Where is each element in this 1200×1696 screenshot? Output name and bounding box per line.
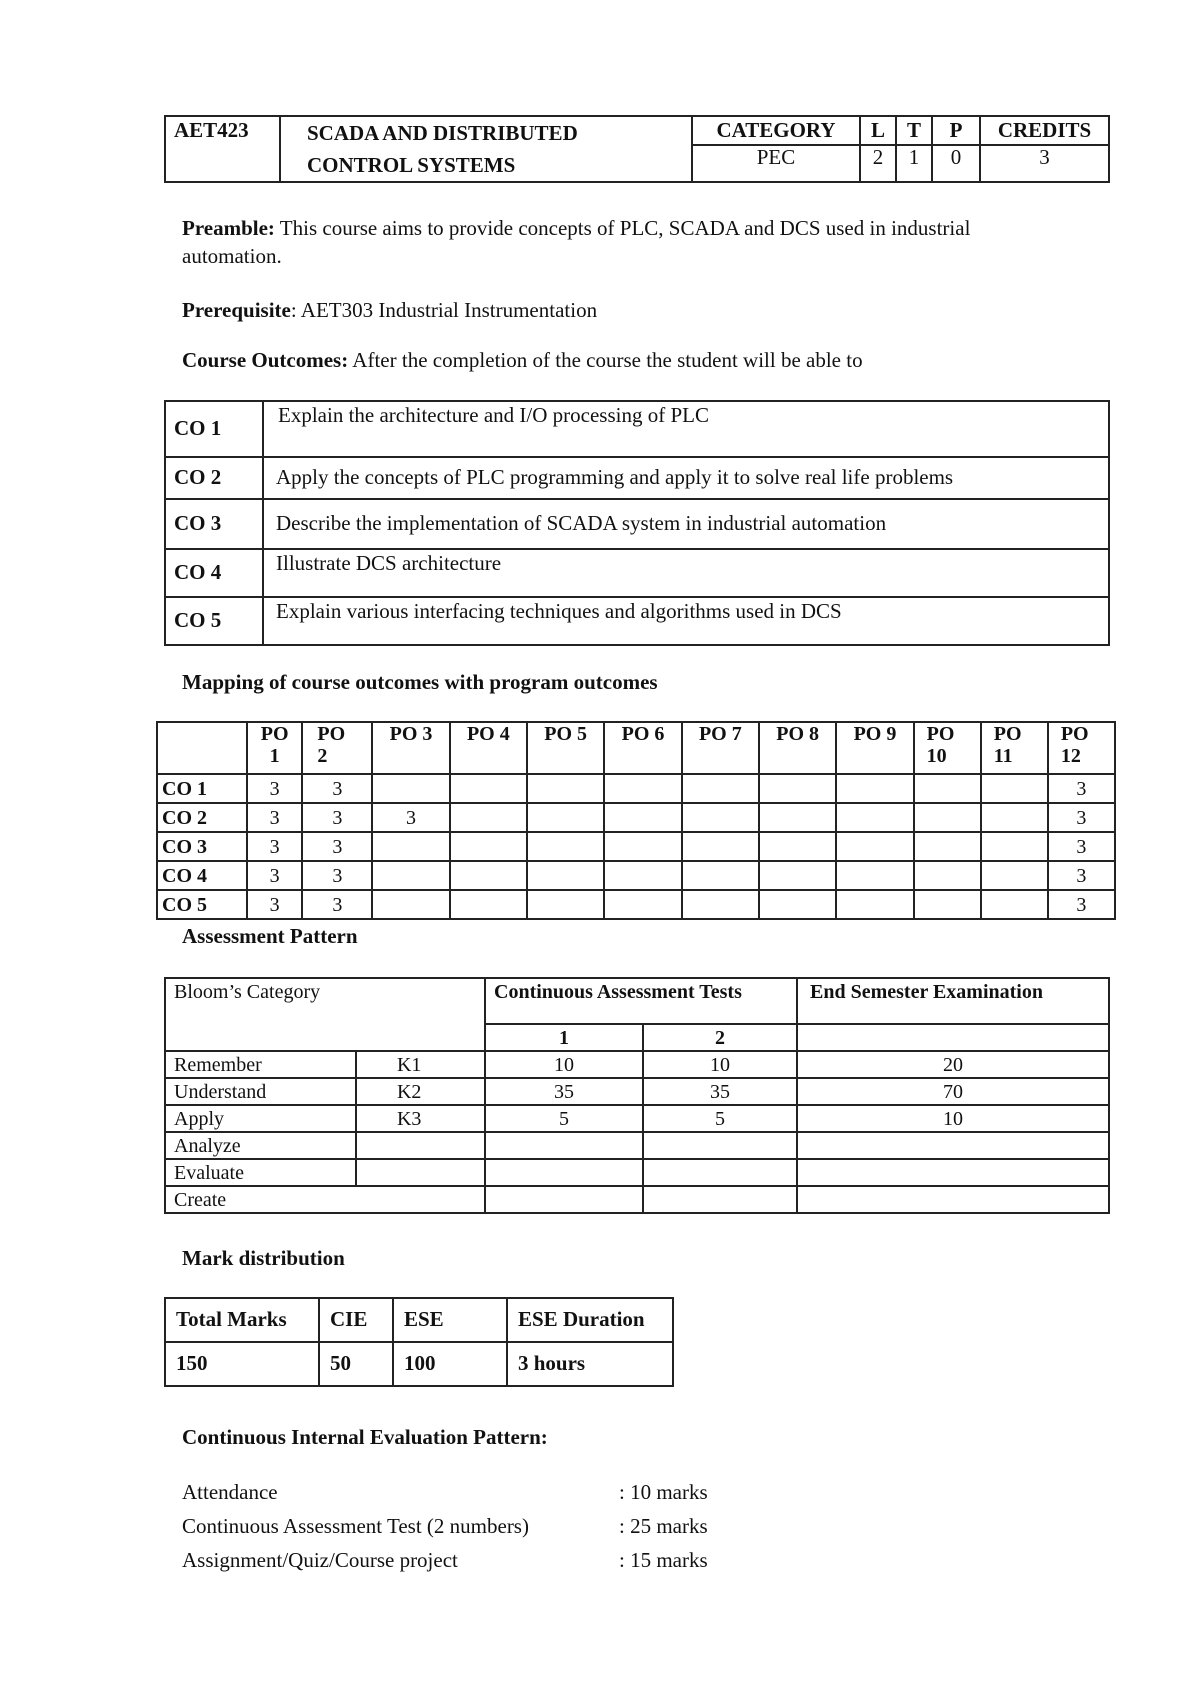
cie-item-label: Attendance [182,1480,278,1504]
ese-cell: 70 [797,1078,1109,1105]
ese-cell: 10 [797,1105,1109,1132]
test-2-cell [643,1159,797,1186]
mapping-cell: 3 [1048,890,1115,919]
marks-value: 3 hours [507,1342,673,1386]
mapping-cell [836,861,913,890]
prerequisite-label: Prerequisite [182,298,291,322]
table-row [157,774,1115,803]
mapping-cell [527,774,604,803]
cie-item-label: Assignment/Quiz/Course project [182,1548,458,1572]
mapping-co-label: CO 5 [157,890,247,919]
mapping-cell: 3 [1048,832,1115,861]
cie-item-label: Continuous Assessment Test (2 numbers) [182,1514,529,1538]
mapping-heading: Mapping of course outcomes with program outcomes [182,670,658,694]
marks-value: 150 [165,1342,319,1386]
mapping-cell: 3 [302,890,372,919]
table-row [165,1105,1109,1132]
po-header: PO 4 [450,722,527,774]
mapping-cell [527,861,604,890]
table-row [157,832,1115,861]
mapping-cell [682,832,759,861]
po-header: PO 10 [914,722,981,774]
t-label: T [896,116,932,145]
table-row [165,1078,1109,1105]
mapping-cell [604,774,681,803]
cie-item-value: : 25 marks [619,1514,708,1538]
mapping-cell [527,803,604,832]
mapping-cell [759,890,836,919]
bloom-level-cell: K2 [356,1078,485,1105]
co-code: CO 5 [165,597,263,645]
cie-item-value: : 15 marks [619,1548,708,1572]
cie-item [182,1548,742,1573]
po-header: PO 3 [372,722,449,774]
test-1-cell: 35 [485,1078,643,1105]
table-row [165,978,1109,1024]
mapping-cell [836,803,913,832]
table-row [157,803,1115,832]
mapping-cell: 3 [1048,803,1115,832]
po-header: PO 5 [527,722,604,774]
mapping-cell [372,890,449,919]
bloom-category-cell: Evaluate [165,1159,356,1186]
mapping-cell [981,832,1048,861]
marks-value: 100 [393,1342,507,1386]
mapping-cell: 3 [302,803,372,832]
table-row [157,861,1115,890]
mapping-cell [604,803,681,832]
cie-item [182,1514,742,1539]
preamble-label: Preamble: [182,216,275,240]
course-outcomes-label: Course Outcomes: [182,348,349,372]
cat-header: Continuous Assessment Tests [485,978,797,1024]
cie-heading: Continuous Internal Evaluation Pattern: [182,1425,548,1449]
marks-header: ESE Duration [507,1298,673,1342]
mapping-cell [836,774,913,803]
test-1-cell [485,1132,643,1159]
bloom-category-cell: Create [165,1186,485,1213]
test-2-cell: 10 [643,1051,797,1078]
co-text: Describe the implementation of SCADA system in industrial automation [263,499,1109,549]
co-code: CO 3 [165,499,263,549]
category-value: PEC [692,145,860,182]
course-title-line1: SCADA AND DISTRIBUTED [307,121,578,145]
bloom-category-cell: Understand [165,1078,356,1105]
cie-item-value: : 10 marks [619,1480,708,1504]
mapping-cell: 3 [247,774,302,803]
course-outcomes-text: After the completion of the course the student will be able to [348,348,863,372]
table-row [165,1342,673,1386]
mapping-body [157,774,1115,919]
mapping-cell [914,803,981,832]
mapping-co-label: CO 4 [157,861,247,890]
table-row [165,597,1109,645]
mapping-cell [914,832,981,861]
credits-value: 3 [980,145,1109,182]
mapping-cell [527,832,604,861]
marks-header: Total Marks [165,1298,319,1342]
mapping-cell: 3 [1048,861,1115,890]
po-header: PO 2 [302,722,372,774]
test-2-header: 2 [643,1024,797,1051]
mapping-cell [682,890,759,919]
course-outcomes-intro [182,346,863,374]
mapping-cell [981,803,1048,832]
p-value: 0 [932,145,980,182]
co-text: Explain the architecture and I/O processing of PLC [263,401,1109,457]
table-row [165,1159,1109,1186]
mapping-cell: 3 [302,832,372,861]
table-row [165,499,1109,549]
t-value: 1 [896,145,932,182]
po-header: PO 6 [604,722,681,774]
mapping-cell [759,861,836,890]
mapping-cell [450,861,527,890]
mapping-cell: 3 [247,890,302,919]
mapping-cell [759,803,836,832]
co-text: Illustrate DCS architecture [263,549,1109,597]
ese-cell: 20 [797,1051,1109,1078]
assessment-heading: Assessment Pattern [182,924,358,948]
co-code: CO 1 [165,401,263,457]
prerequisite-text: : AET303 Industrial Instrumentation [290,298,598,322]
mapping-cell [604,890,681,919]
course-title-line2: CONTROL SYSTEMS [307,153,516,177]
marks-heading: Mark distribution [182,1246,345,1270]
mapping-cell: 3 [302,861,372,890]
p-label: P [932,116,980,145]
mapping-table [156,721,1116,920]
test-2-cell: 35 [643,1078,797,1105]
table-row [165,1132,1109,1159]
table-row [165,1298,673,1342]
table-row [157,722,1115,774]
po-header: PO 9 [836,722,913,774]
test-1-header: 1 [485,1024,643,1051]
mapping-cell [914,861,981,890]
mapping-cell [372,774,449,803]
empty-cell [485,1186,643,1213]
assessment-body [165,1051,1109,1186]
mapping-cell [372,861,449,890]
preamble [182,214,1022,270]
mapping-cell [981,774,1048,803]
ese-header: End Semester Examination [797,978,1109,1024]
mapping-cell: 3 [1048,774,1115,803]
bloom-level-cell [356,1132,485,1159]
category-label: CATEGORY [692,116,860,145]
preamble-text: This course aims to provide concepts of PLC, SCADA and DCS used in industrial automation. [182,216,971,268]
marks-header: ESE [393,1298,507,1342]
table-row [165,549,1109,597]
mapping-cell [914,890,981,919]
empty-cell [643,1186,797,1213]
mapping-cell [981,890,1048,919]
po-header: PO 7 [682,722,759,774]
po-header: PO 11 [981,722,1048,774]
test-1-cell [485,1159,643,1186]
course-header-table [164,115,1110,183]
mapping-cell [981,861,1048,890]
table-row [165,1051,1109,1078]
mapping-co-label: CO 1 [157,774,247,803]
mapping-co-label: CO 2 [157,803,247,832]
mapping-cell: 3 [372,803,449,832]
empty-cell [797,1186,1109,1213]
po-header: PO 8 [759,722,836,774]
bloom-category-cell: Apply [165,1105,356,1132]
cie-item [182,1480,742,1505]
marks-value: 50 [319,1342,393,1386]
ese-cell [797,1159,1109,1186]
mapping-cell [836,832,913,861]
mapping-cell [450,803,527,832]
mapping-cell: 3 [247,832,302,861]
mapping-cell [914,774,981,803]
assessment-table [164,977,1110,1214]
bloom-level-cell [356,1159,485,1186]
mapping-cell [372,832,449,861]
mapping-cell [527,890,604,919]
mapping-cell [682,861,759,890]
co-text: Explain various interfacing techniques and algorithms used in DCS [263,597,1109,645]
test-1-cell: 5 [485,1105,643,1132]
co-text: Apply the concepts of PLC programming and apply it to solve real life problems [263,457,1109,499]
mapping-cell [759,774,836,803]
course-title [280,116,692,182]
mapping-cell [759,832,836,861]
mapping-cell [682,774,759,803]
course-code: AET423 [165,116,280,182]
mapping-corner-cell [157,722,247,774]
mapping-cell [450,832,527,861]
ese-cell [797,1132,1109,1159]
table-row [165,1186,1109,1213]
mapping-cell [682,803,759,832]
mapping-cell: 3 [247,861,302,890]
bloom-level-cell: K1 [356,1051,485,1078]
mapping-cell: 3 [302,774,372,803]
test-2-cell [643,1132,797,1159]
l-label: L [860,116,896,145]
prerequisite [182,296,597,324]
co-code: CO 4 [165,549,263,597]
test-2-cell: 5 [643,1105,797,1132]
test-1-cell: 10 [485,1051,643,1078]
credits-label: CREDITS [980,116,1109,145]
course-outcomes-table [164,400,1110,646]
l-value: 2 [860,145,896,182]
bloom-category-cell: Remember [165,1051,356,1078]
po-header: PO 1 [247,722,302,774]
ese-subheader-blank [797,1024,1109,1051]
bloom-level-cell: K3 [356,1105,485,1132]
po-header: PO 12 [1048,722,1115,774]
marks-header: CIE [319,1298,393,1342]
bloom-category-cell: Analyze [165,1132,356,1159]
co-code: CO 2 [165,457,263,499]
table-row [165,401,1109,457]
blooms-category-header: Bloom’s Category [165,978,485,1051]
table-row [157,890,1115,919]
mapping-co-label: CO 3 [157,832,247,861]
mapping-cell: 3 [247,803,302,832]
table-row [165,457,1109,499]
mapping-cell [604,832,681,861]
mapping-cell [450,774,527,803]
mapping-cell [450,890,527,919]
mapping-cell [836,890,913,919]
mapping-cell [604,861,681,890]
marks-table [164,1297,674,1387]
